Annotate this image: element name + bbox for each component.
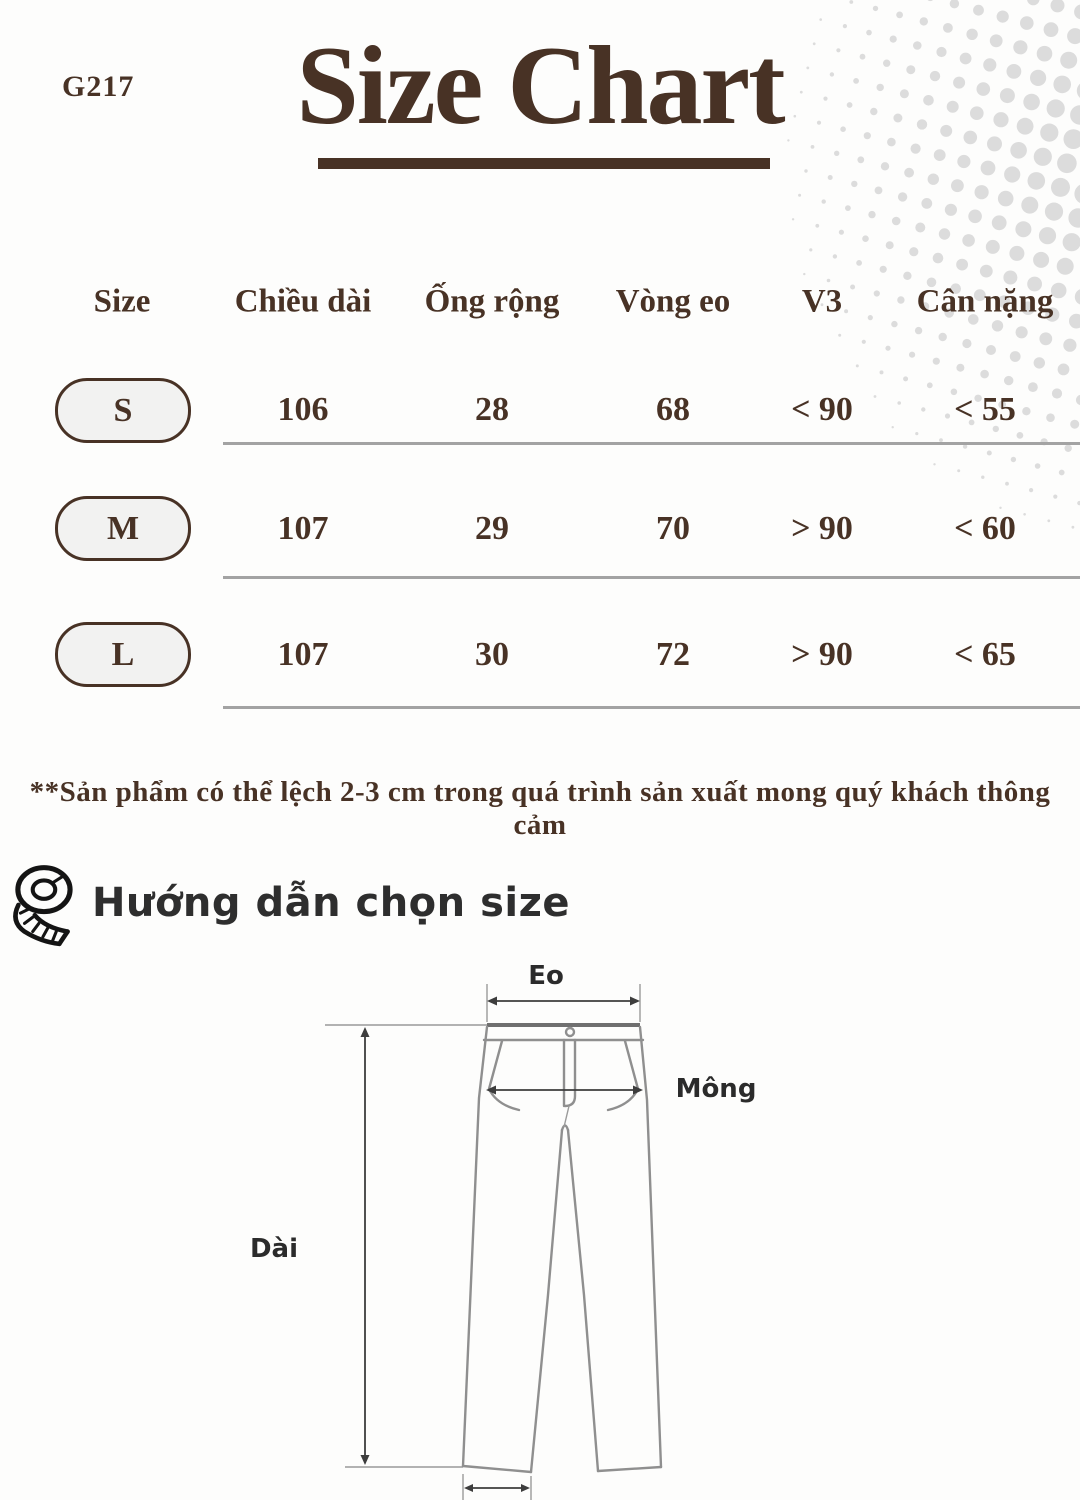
waist-label: Eo: [528, 961, 564, 991]
right-pocket-line: [608, 1041, 638, 1110]
length-label: Dài: [249, 1234, 299, 1264]
size-pill-s-label: S: [113, 391, 133, 429]
pants-measurement-diagram: [300, 940, 780, 1500]
size-pill-l-label: L: [111, 635, 135, 673]
col-header-size: Size: [93, 283, 151, 320]
row-separator: [223, 576, 1080, 579]
cell-l-vong-eo: 72: [656, 636, 690, 673]
waist-button: [566, 1028, 574, 1036]
hip-label: Mông: [675, 1074, 757, 1104]
cell-l-ong-rong: 30: [475, 636, 509, 673]
guide-heading: Hướng dẫn chọn size: [92, 880, 570, 926]
size-pill-l: [55, 622, 191, 687]
product-code: G217: [62, 70, 135, 103]
cell-l-chieu-dai: 107: [277, 636, 329, 673]
size-pill-m: [55, 496, 191, 561]
size-pill-m-label: M: [106, 509, 140, 547]
left-pocket-line: [489, 1041, 519, 1110]
production-tolerance-note: **Sản phẩm có thể lệch 2-3 cm trong quá trình sản xuất mong quý khách thông cảm: [29, 776, 1051, 841]
page-title: Size Chart: [296, 24, 784, 148]
cell-m-v3: > 90: [791, 510, 853, 547]
col-header-vong-eo: Vòng eo: [615, 283, 731, 320]
cell-m-can-nang: < 60: [954, 510, 1016, 547]
col-header-v3: V3: [801, 283, 843, 320]
cell-m-ong-rong: 29: [475, 510, 509, 547]
measuring-tape-icon: [6, 862, 84, 950]
title-underline-rule: [318, 158, 770, 169]
cell-m-vong-eo: 70: [656, 510, 690, 547]
cell-s-v3: < 90: [791, 391, 853, 428]
cell-l-can-nang: < 65: [954, 636, 1016, 673]
row-separator: [223, 706, 1080, 709]
cell-s-ong-rong: 28: [475, 391, 509, 428]
cell-l-v3: > 90: [791, 636, 853, 673]
cell-s-vong-eo: 68: [656, 391, 690, 428]
col-header-chieu-dai: Chiều dài: [234, 283, 372, 320]
cell-s-can-nang: < 55: [954, 391, 1016, 428]
col-header-can-nang: Cân nặng: [916, 283, 1054, 320]
cell-s-chieu-dai: 106: [277, 391, 329, 428]
row-separator: [223, 442, 1080, 445]
size-pill-s: [55, 378, 191, 443]
cell-m-chieu-dai: 107: [277, 510, 329, 547]
col-header-ong-rong: Ống rộng: [424, 283, 560, 320]
